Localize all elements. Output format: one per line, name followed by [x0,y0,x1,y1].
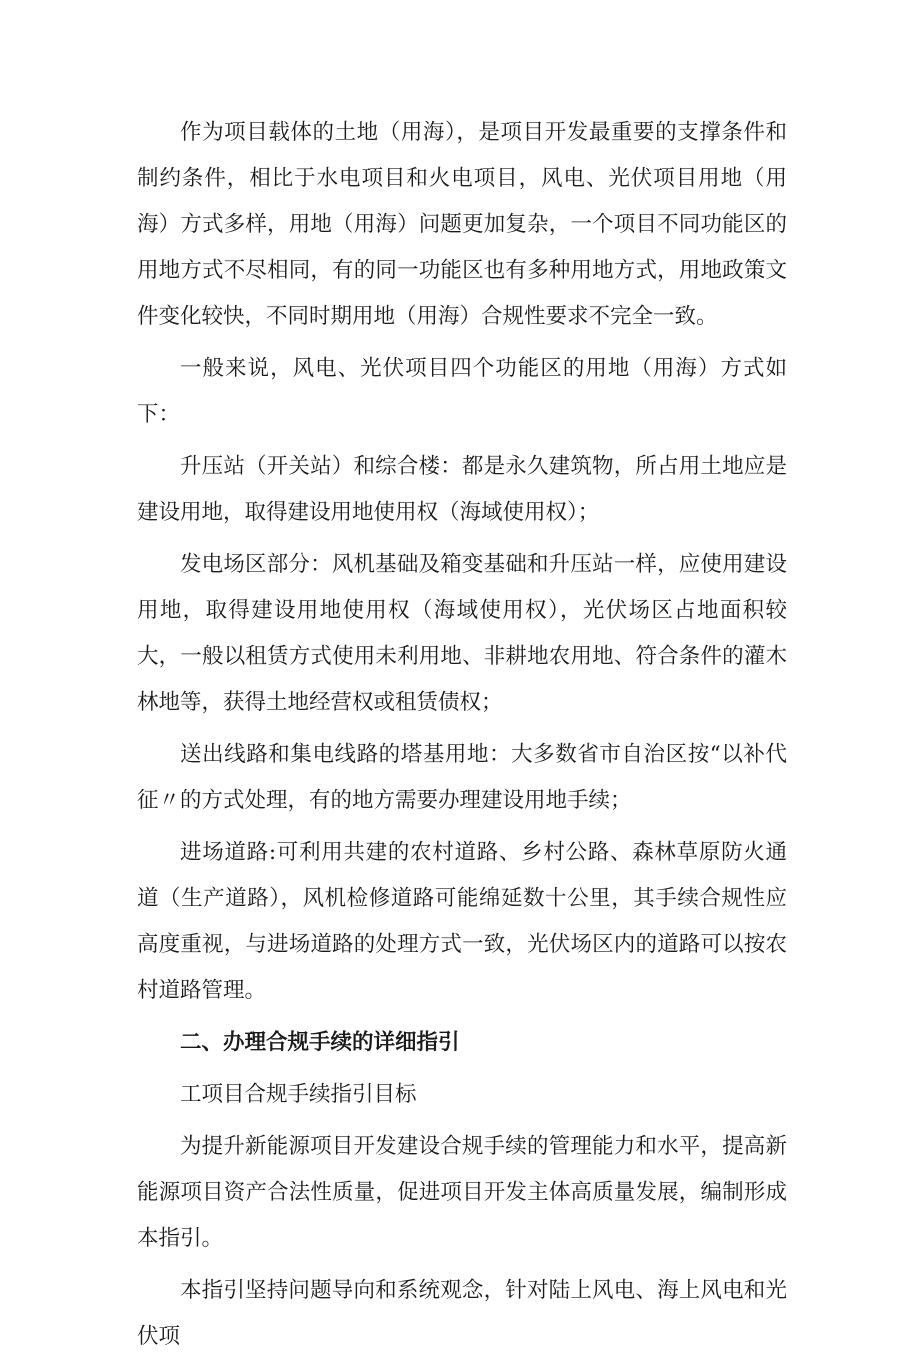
section-heading: 二、办理合规手续的详细指引 [180,1030,460,1055]
paragraph-guide-approach: 本指引坚持问题导向和系统观念，针对陆上风电、海上风电和光伏项 [137,1278,787,1349]
document-body [137,110,787,1366]
paragraph-generation-area: 发电场区部分：风机基础及箱变基础和升压站一样，应使用建设用地，取得建设用地使用权（海域使用权），光伏场区占地面积较大，一般以租赁方式使用未利用地、非耕地农用地、符合条件的灌木林地等，获得土地经营权或租赁债权； [137,552,787,715]
paragraph-substation: 升压站（开关站）和综合楼：都是永久建筑物，所占用土地应是建设用地，取得建设用地使用权（海域使用权）； [137,454,787,525]
paragraph-land-methods-intro: 一般来说，风电、光伏项目四个功能区的用地（用海）方式如下： [137,356,787,427]
paragraph-transmission-lines: 送出线路和集电线路的塔基用地：大多数省市自治区按“以补代征〃的方式处理，有的地方需要办理建设用地手续； [137,742,787,813]
paragraph-land-overview: 作为项目载体的土地（用海），是项目开发最重要的支撑条件和制约条件，相比于水电项目和火电项目，风电、光伏项目用地（用海）方式多样，用地（用海）问题更加复杂，一个项目不同功能区的用地方式不尽相同，有的同一功能区也有多种用地方式，用地政策文件变化较快，不同时期用地（用海）合规性要求不完全一致。 [137,120,787,329]
subsection-heading: 工项目合规手续指引目标 [180,1082,417,1107]
paragraph-guide-purpose: 为提升新能源项目开发建设合规手续的管理能力和水平，提高新能源项目资产合法性质量，促进项目开发主体高质量发展，编制形成本指引。 [137,1134,787,1251]
paragraph-access-roads: 进场道路:可利用共建的农村道路、乡村公路、森林草原防火通道（生产道路），风机检修道路可能绵延数十公里，其手续合规性应高度重视，与进场道路的处理方式一致，光伏场区内的道路可以按农村道路管理。 [137,840,787,1003]
